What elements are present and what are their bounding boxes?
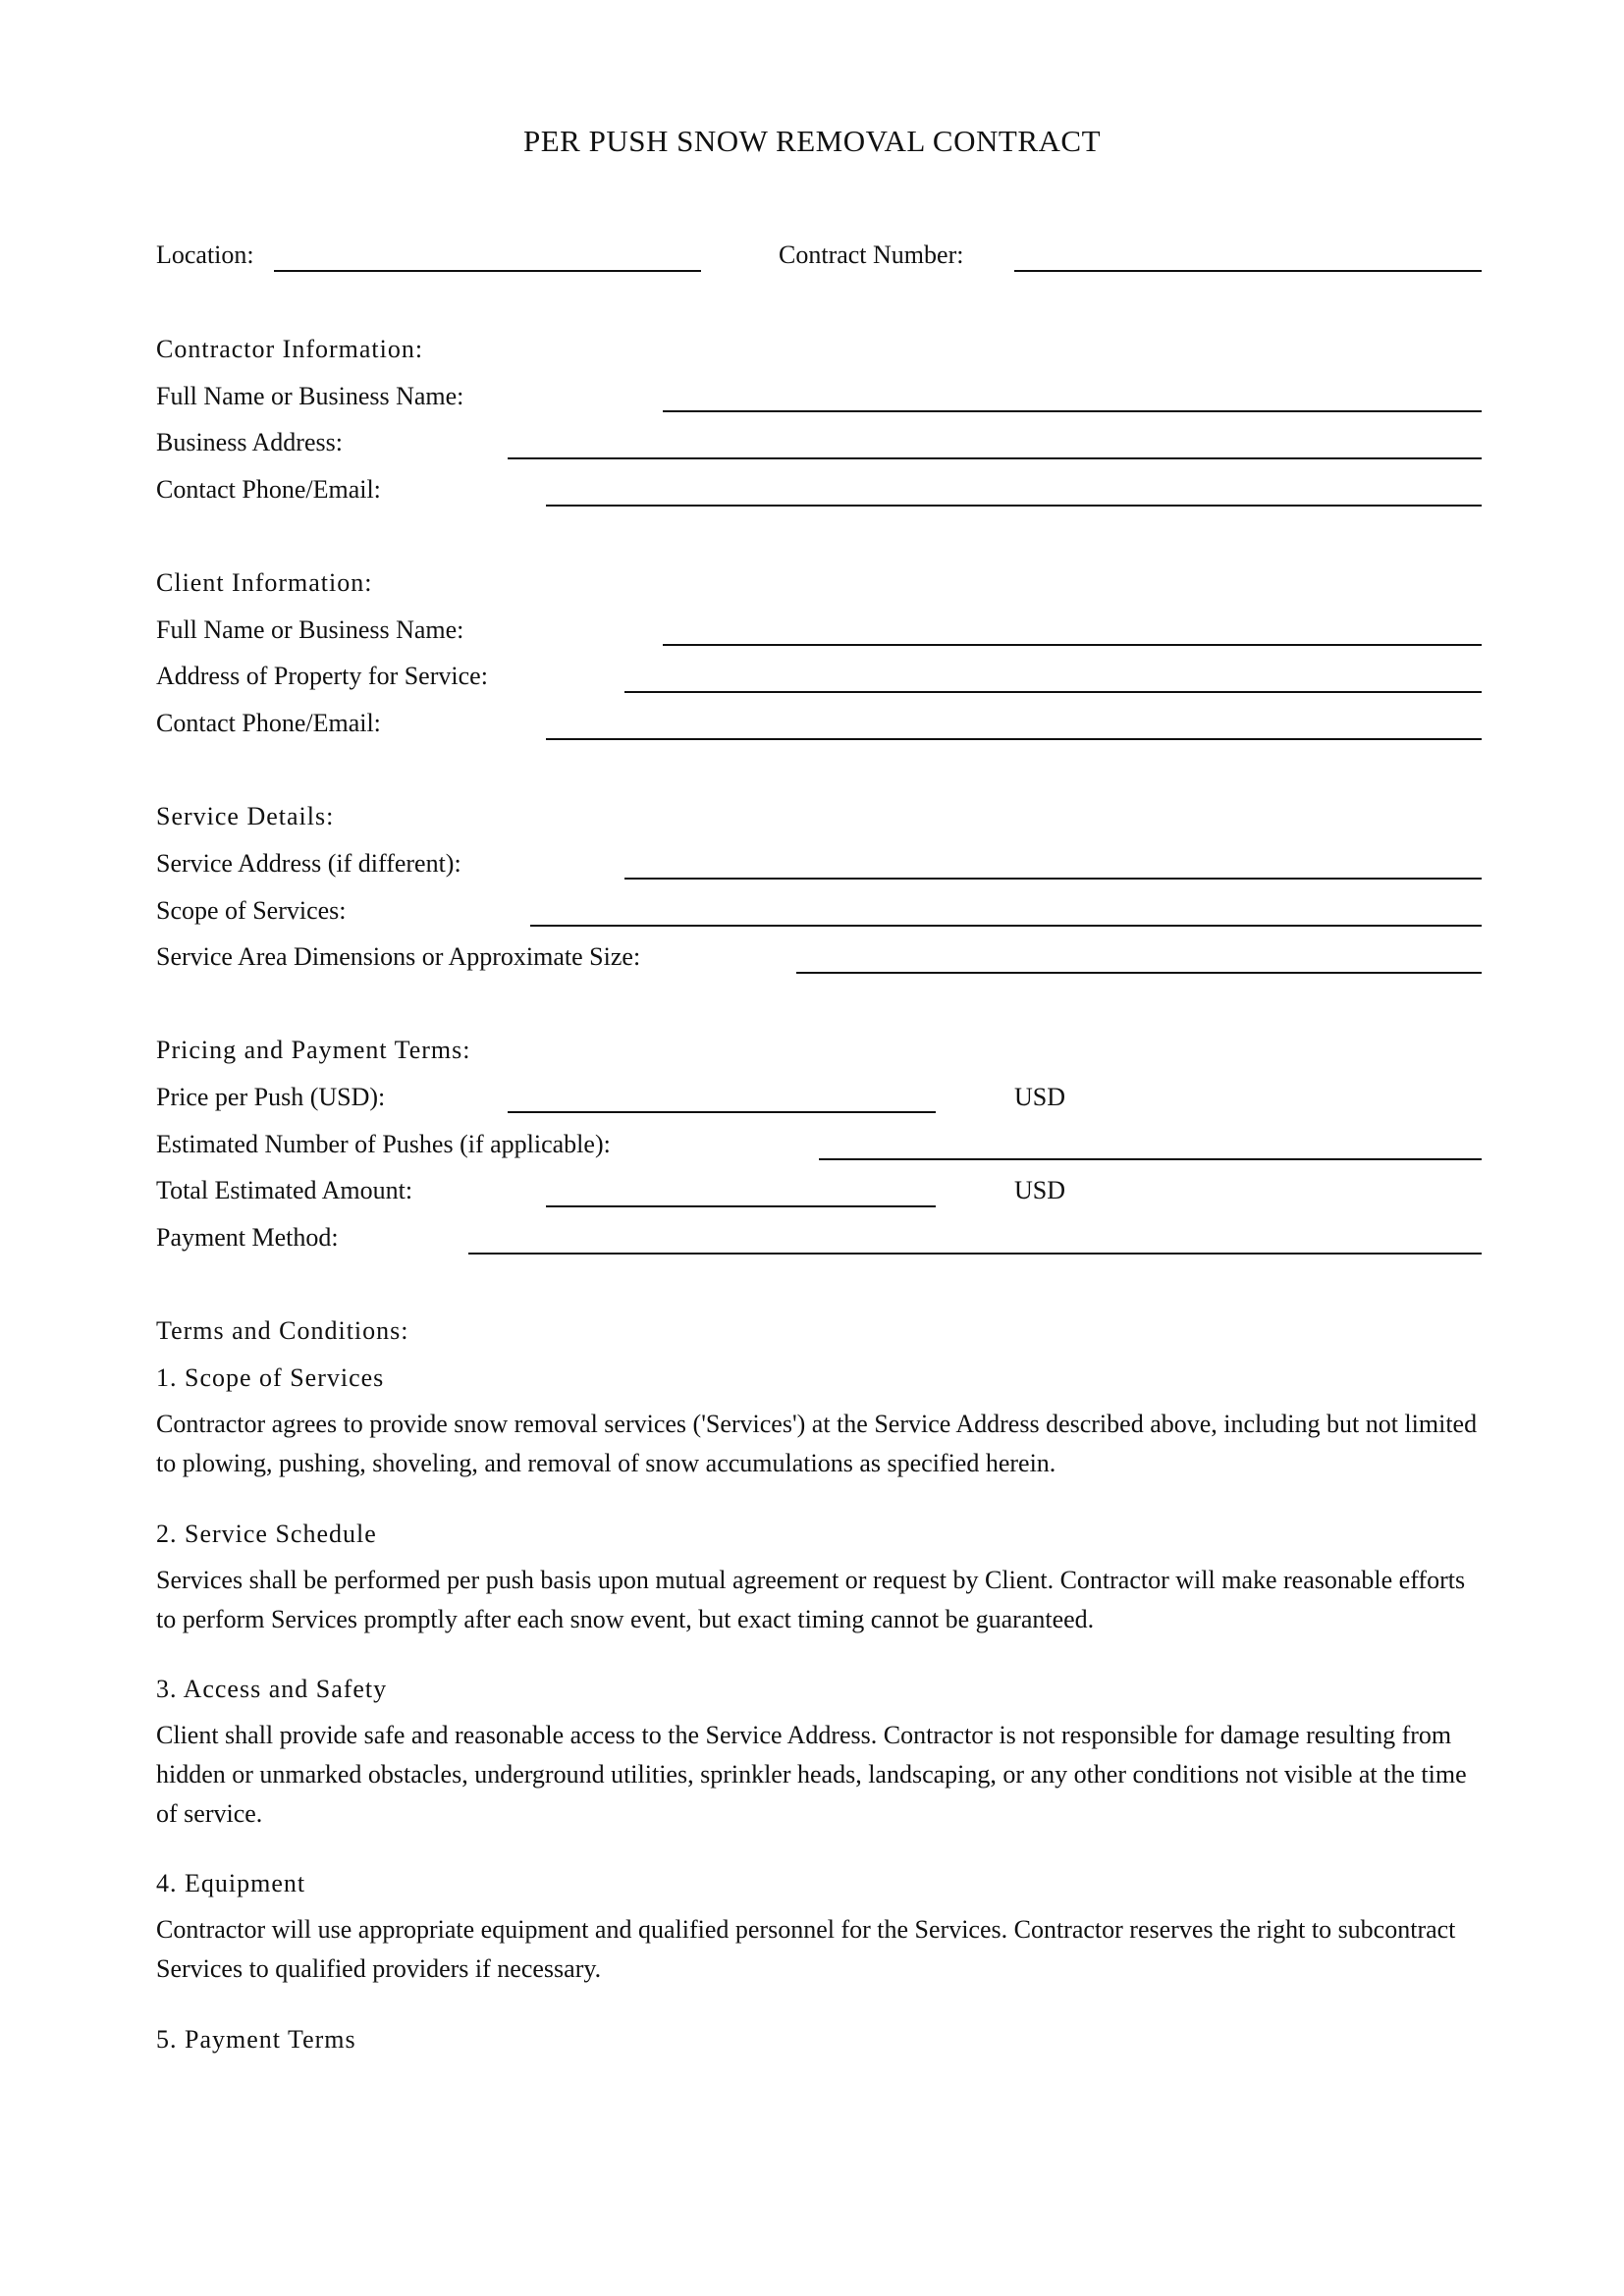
- document-title: PER PUSH SNOW REMOVAL CONTRACT: [522, 124, 1101, 158]
- payment-method-label: Payment Method:: [156, 1223, 339, 1252]
- terms-heading: Terms and Conditions:: [156, 1316, 409, 1345]
- client-address-field[interactable]: [624, 691, 1482, 693]
- term-text: Client shall provide safe and reasonable access to the Service Address. Contractor is not responsible for damage resulting from hidden or unmarked obstacles, underground utilities, sprinkler heads, landscaping, or any other conditions not visible at the time of service.: [156, 1721, 1467, 1828]
- contractor-address-field[interactable]: [508, 457, 1482, 459]
- pushes-label: Estimated Number of Pushes (if applicable):: [156, 1130, 611, 1158]
- contractor-contact-field[interactable]: [546, 505, 1482, 507]
- contract-number-label: Contract Number:: [779, 240, 964, 269]
- total-unit: USD: [1014, 1176, 1066, 1204]
- payment-method-field[interactable]: [468, 1253, 1482, 1255]
- client-contact-label: Contact Phone/Email:: [156, 709, 381, 737]
- term-title: 1. Scope of Services: [156, 1363, 385, 1392]
- scope-label: Scope of Services:: [156, 896, 347, 925]
- term-title: 2. Service Schedule: [156, 1520, 377, 1548]
- location-field[interactable]: [274, 270, 701, 272]
- term-title: 5. Payment Terms: [156, 2025, 356, 2054]
- client-heading: Client Information:: [156, 568, 373, 597]
- term-text: Services shall be performed per push basis upon mutual agreement or request by Client. Contractor will make reasonable efforts to perform Services promptly after each snow event, but exact timing cannot be guaranteed.: [156, 1566, 1466, 1633]
- contractor-name-field[interactable]: [663, 410, 1482, 412]
- service-heading: Service Details:: [156, 802, 335, 830]
- pricing-heading: Pricing and Payment Terms:: [156, 1036, 471, 1064]
- dimensions-label: Service Area Dimensions or Approximate Size:: [156, 942, 641, 971]
- contractor-name-label: Full Name or Business Name:: [156, 382, 464, 410]
- contractor-address-label: Business Address:: [156, 428, 343, 456]
- term-title: 3. Access and Safety: [156, 1675, 388, 1703]
- service-address-label: Service Address (if different):: [156, 849, 461, 878]
- term-title: 4. Equipment: [156, 1869, 306, 1897]
- total-field[interactable]: [546, 1205, 936, 1207]
- contract-number-field[interactable]: [1014, 270, 1482, 272]
- price-field[interactable]: [508, 1111, 936, 1113]
- service-address-field[interactable]: [624, 878, 1482, 880]
- term-text: Contractor agrees to provide snow removal services ('Services') at the Service Address described above, including but not limited to plowing, pushing, shoveling, and removal of snow accumulations as specified herein.: [156, 1410, 1478, 1477]
- price-label: Price per Push (USD):: [156, 1083, 386, 1111]
- contractor-contact-label: Contact Phone/Email:: [156, 475, 381, 504]
- total-label: Total Estimated Amount:: [156, 1176, 413, 1204]
- client-contact-field[interactable]: [546, 738, 1482, 740]
- contractor-heading: Contractor Information:: [156, 335, 424, 363]
- location-label: Location:: [156, 240, 254, 269]
- client-address-label: Address of Property for Service:: [156, 662, 488, 690]
- client-name-field[interactable]: [663, 644, 1482, 646]
- term-text: Contractor will use appropriate equipment and qualified personnel for the Services. Contractor reserves the right to subcontract Services to qualified providers if necessary.: [156, 1915, 1456, 1983]
- pushes-field[interactable]: [819, 1158, 1482, 1160]
- dimensions-field[interactable]: [796, 972, 1482, 974]
- scope-field[interactable]: [530, 925, 1482, 927]
- price-unit: USD: [1014, 1083, 1066, 1111]
- client-name-label: Full Name or Business Name:: [156, 615, 464, 644]
